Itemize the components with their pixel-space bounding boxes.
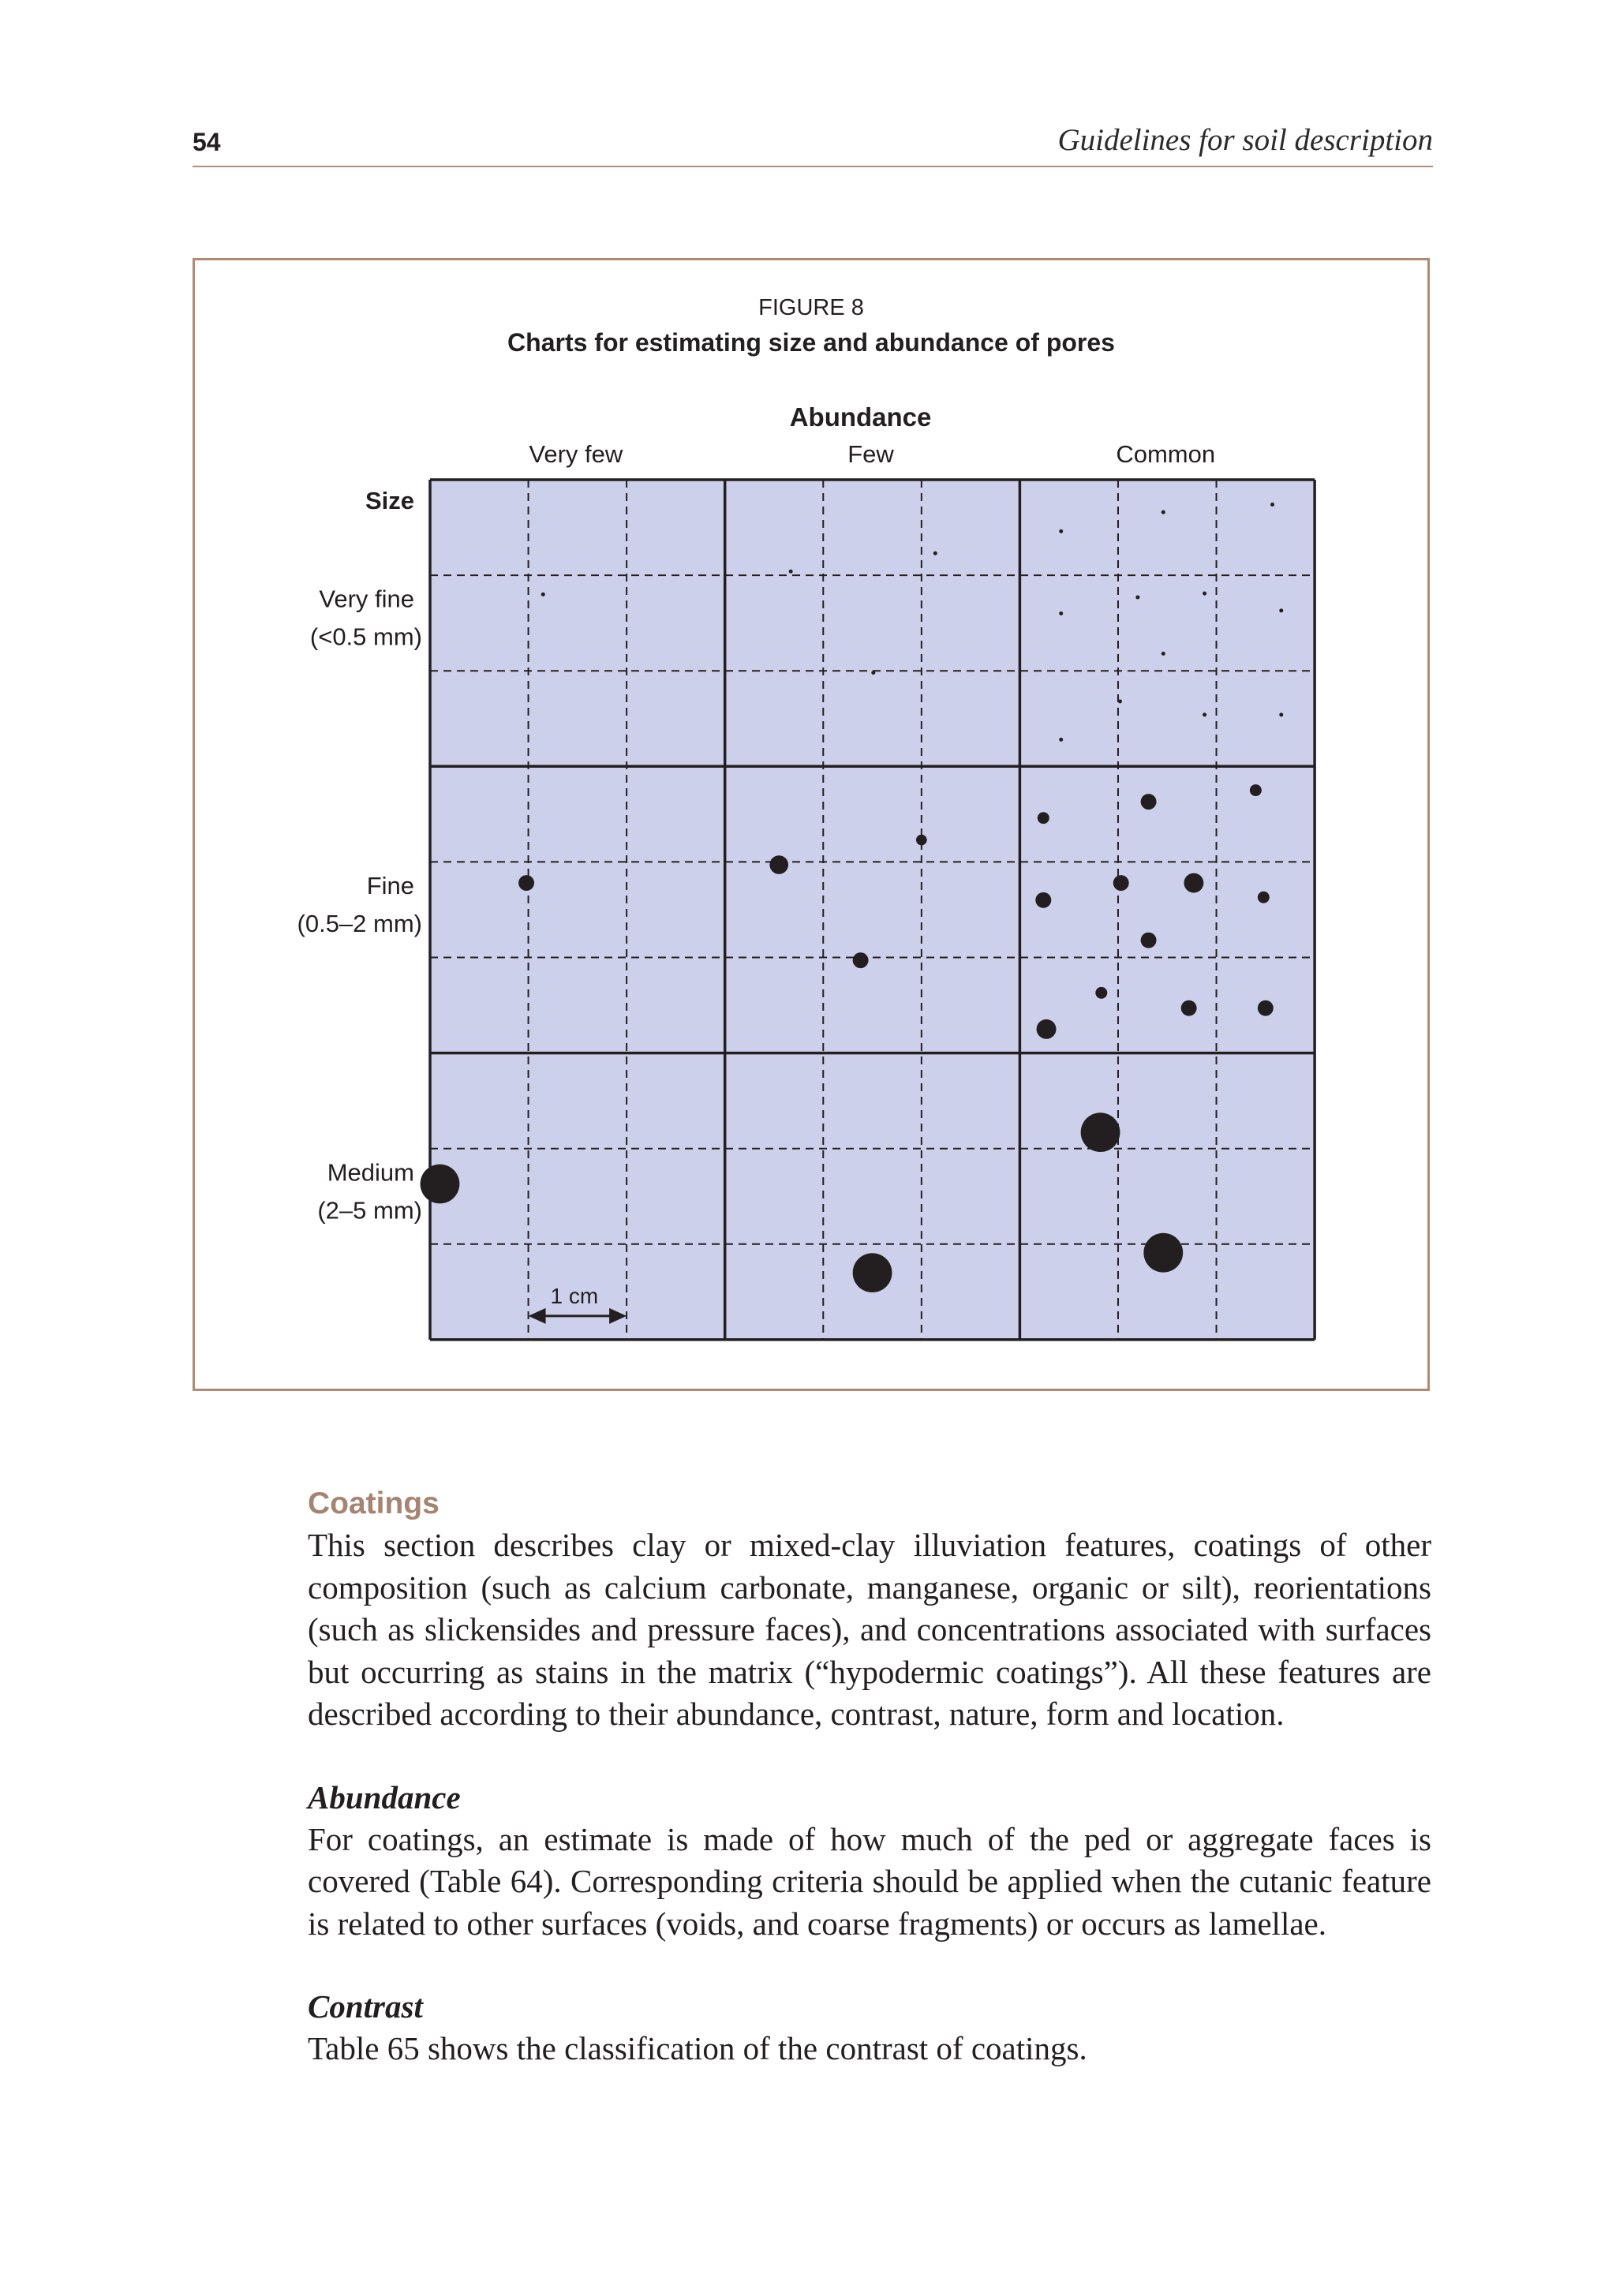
size-row-label: Medium <box>327 1158 414 1187</box>
pore-dot <box>1143 1233 1183 1273</box>
pore-dot <box>1059 738 1063 742</box>
abundance-column-label: Common <box>1116 440 1216 468</box>
subheading-contrast: Contrast <box>308 1988 423 2025</box>
contrast-paragraph: Table 65 shows the classification of the contrast of coatings. <box>308 2030 1087 2066</box>
pore-dot <box>769 855 788 874</box>
figure-title: Charts for estimating size and abundance of pores <box>507 328 1115 357</box>
pore-dot <box>1181 1000 1197 1016</box>
pore-dot <box>933 552 937 555</box>
scale-bar-label: 1 cm <box>550 1283 599 1308</box>
running-title: Guidelines for soil description <box>1057 123 1433 157</box>
abundance-axis-title: Abundance <box>789 402 932 432</box>
pore-dot <box>1162 652 1165 656</box>
pore-dot <box>421 1165 460 1204</box>
pore-dot <box>1081 1112 1120 1152</box>
pore-dot <box>1184 873 1203 893</box>
pore-dot <box>1203 592 1206 596</box>
pore-dot <box>1113 875 1129 891</box>
pore-dot <box>1270 503 1274 507</box>
pore-dot <box>1135 595 1139 599</box>
pore-dot <box>1162 510 1165 514</box>
abundance-column-label: Few <box>847 440 894 468</box>
pore-dot <box>916 835 927 846</box>
abundance-column-label: Very few <box>529 440 623 468</box>
pore-dot <box>1250 784 1262 796</box>
pore-dot <box>1258 892 1270 903</box>
size-row-range: (0.5–2 mm) <box>297 909 422 937</box>
pore-dot <box>1258 1000 1274 1016</box>
pore-dot <box>1279 712 1283 716</box>
section-heading-coatings: Coatings <box>308 1486 440 1520</box>
pore-dot <box>1095 987 1107 999</box>
pore-dot <box>853 952 869 968</box>
pore-dot <box>871 671 875 675</box>
chart-background <box>430 480 1315 1340</box>
pore-dot <box>1141 933 1157 948</box>
pore-chart <box>195 260 1427 1389</box>
size-row-range: (2–5 mm) <box>317 1196 422 1225</box>
size-row-range: (<0.5 mm) <box>309 623 422 651</box>
pore-dot <box>1141 794 1157 810</box>
pore-dot <box>1118 699 1122 703</box>
pore-dot <box>1035 892 1051 908</box>
pore-dot <box>1203 712 1206 716</box>
size-row-label: Fine <box>366 871 414 899</box>
abundance-paragraph: For coatings, an estimate is made of how much of the ped or aggregate faces is covered (Table 64). Corresponding criteria should be applied when the cutanic feature is related to other surfaces (voids, and coarse fragments) or occurs as lamellae. <box>308 1820 1431 1942</box>
size-axis-title: Size <box>365 487 414 514</box>
subheading-abundance: Abundance <box>308 1778 461 1815</box>
pore-dot <box>1038 812 1049 824</box>
figure-label: FIGURE 8 <box>758 295 864 320</box>
body-text <box>308 1483 1431 2070</box>
header-rule <box>193 166 1433 167</box>
pore-dot <box>518 875 534 891</box>
figure-box <box>193 258 1430 1391</box>
pore-dot <box>853 1253 892 1292</box>
pore-dot <box>541 593 545 596</box>
size-row-label: Very fine <box>319 585 414 613</box>
page-number: 54 <box>193 128 221 156</box>
pore-dot <box>789 570 793 574</box>
coatings-paragraph: This section describes clay or mixed-clay illuviation features, coatings of other composition (such as calcium carbonate, manganese, organic or silt), reorientations (such as slickensides and pressure faces), and concentrations associated with surfaces but occurring as stains in the matrix (“hypodermic coatings”). All these features are described according to their abundance, contrast, nature, form and location. <box>308 1527 1431 1732</box>
pore-dot <box>1059 529 1063 533</box>
pore-dot <box>1279 608 1283 612</box>
pore-dot <box>1059 611 1063 615</box>
pore-dot <box>1037 1019 1057 1039</box>
